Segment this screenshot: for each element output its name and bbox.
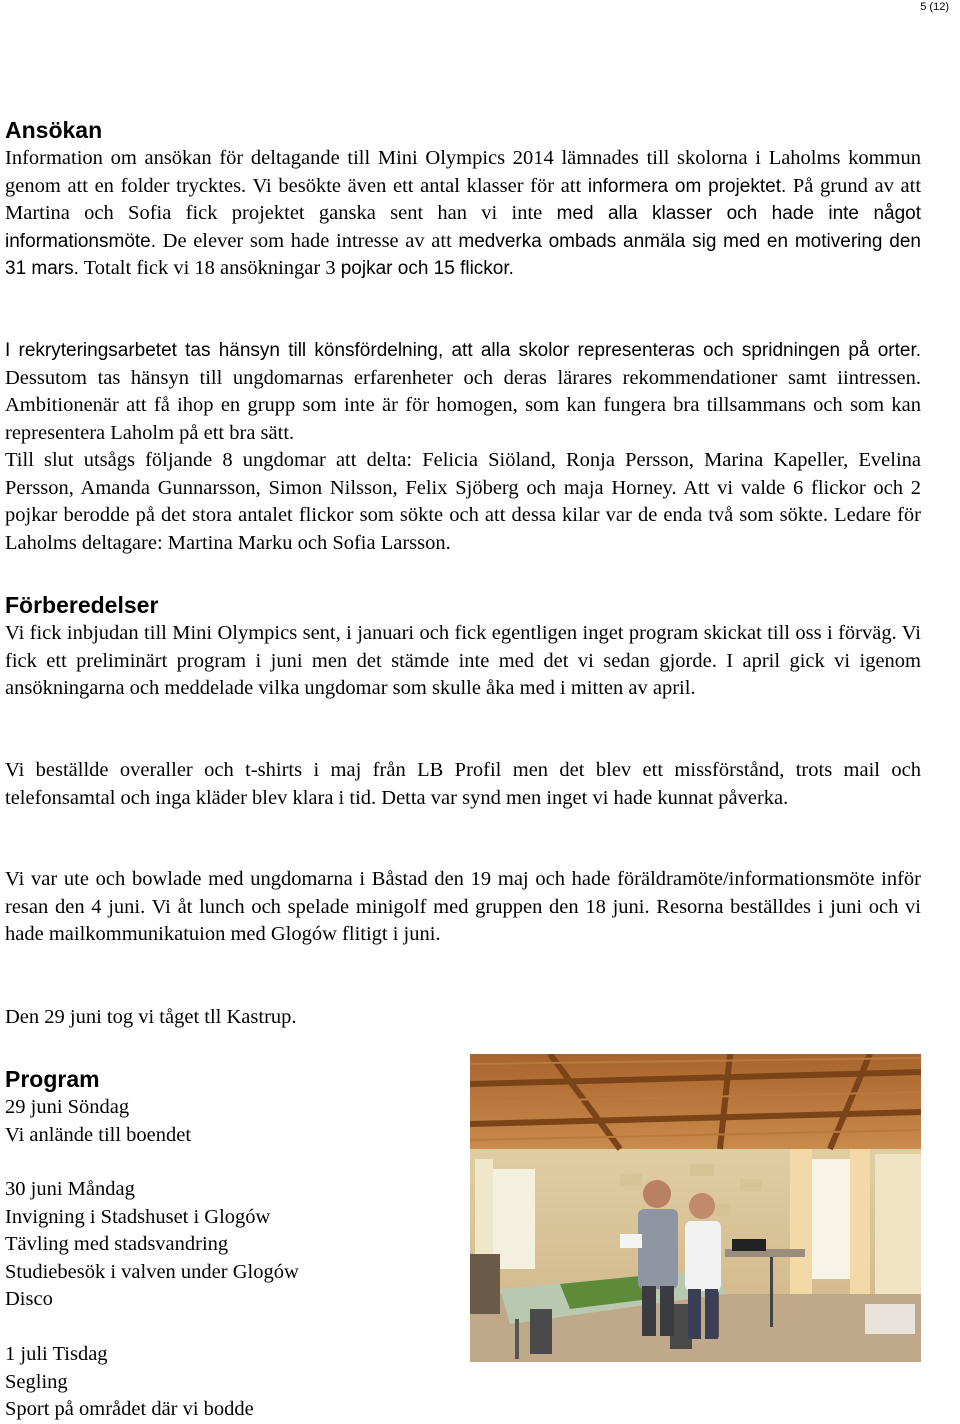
ansokan-p2-b: Dessutom tas hänsyn till ungdomarnas erfarenheter och deras lärares rekommendationer samt iintressen. Ambitionenär att få ihop en grupp som inte är för homogen, som kan fungera bra tillsammans och som kan representera Laholm på ett bra sätt.: [5, 366, 921, 444]
section-heading-forberedelser: Förberedelser: [5, 592, 159, 618]
ansokan-p1-d: med alla klasser och hade inte något informationsmöte.: [5, 203, 921, 252]
forberedelser-paragraph-4: Den 29 juni tog vi tåget tll Kastrup.: [5, 1006, 297, 1028]
program-day-2: [5, 1176, 299, 1314]
ansokan-p1-f: medverka ombads anmäla sig med en motivering den 31 mars.: [5, 230, 921, 279]
section-heading-ansokan: Ansökan: [5, 117, 103, 143]
program-day-3: [5, 1341, 254, 1424]
ansokan-p1-c: På grund av att Martina och Sofia fick projektet ganska sent han vi inte: [5, 174, 922, 224]
ansokan-p1-e: De elever som hade intresse av att: [156, 229, 459, 252]
program-item: Tävling med stadsvandring: [5, 1233, 229, 1255]
section-heading-program: Program: [5, 1066, 100, 1092]
program-day-1-date: 29 juni Söndag: [5, 1096, 130, 1118]
photo-meeting-room: [470, 1054, 921, 1362]
forberedelser-paragraph-1: Vi fick inbjudan till Mini Olympics sent, i januari och fick egentligen inget program skickat till oss i förväg. Vi fick ett preliminärt program i juni men det stämde inte med det vi sedan gjorde. I april gick vi igenom ansökningarna och meddelade vilka ungdomar som skulle åka med i mitten av april.: [5, 622, 921, 699]
ansokan-p1-g: Totalt fick vi 18 ansökningar 3: [78, 257, 341, 279]
program-item: Vi anlände till boendet: [5, 1123, 192, 1146]
page-number: 5 (12): [920, 1, 949, 13]
ansokan-paragraph-2: [5, 337, 921, 447]
ansokan-paragraph-3: Till slut utsågs följande 8 ungdomar att delta: Felicia Siöland, Ronja Persson, Marina Kapeller, Evelina Persson, Amanda Gunnarsson, Simon Nilsson, Felix Sjöberg och maja Horney. Att vi valde 6 flickor och 2 pojkar berodde på det stora antalet flickor som sökte och att dessa kilar var de enda två som sökte. Ledare för Laholms deltagare: Martina Marku och Sofia Larsson.: [5, 449, 921, 554]
program-item: Studiebesök i valven under Glogów: [5, 1260, 299, 1283]
program-day-3-date: 1 juli Tisdag: [5, 1343, 108, 1365]
program-item: Segling: [5, 1370, 68, 1393]
ansokan-paragraph-1: [5, 145, 921, 283]
program-day-2-date: 30 juni Måndag: [5, 1178, 135, 1200]
program-item: Disco: [5, 1288, 53, 1310]
ansokan-p1-h: pojkar och 15 flickor.: [340, 258, 514, 279]
program-item: Invigning i Stadshuset i Glogów: [5, 1205, 271, 1228]
program-item: Sport på området där vi bodde: [5, 1398, 254, 1420]
ansokan-p1-b: informera om projektet.: [587, 175, 787, 197]
forberedelser-paragraph-2: Vi beställde overaller och t-shirts i maj från LB Profil men det blev ett missförstånd, trots mail och telefonsamtal och inga kläder blev klara i tid. Detta var synd men inget vi hade kunnat påverka.: [5, 759, 921, 809]
ansokan-p1-a: Information om ansökan för deltagande till Mini Olympics 2014 lämnades till skolorna i Laholms kommun genom att en folder trycktes. Vi besökte även ett antal klasser för att: [5, 147, 921, 197]
ansokan-p2-a: I rekryteringsarbetet tas hänsyn till könsfördelning, att alla skolor representeras och spridningen på orter.: [5, 340, 921, 361]
program-day-1: [5, 1094, 191, 1149]
forberedelser-paragraph-3: Vi var ute och bowlade med ungdomarna i Båstad den 19 maj och hade föräldramöte/informationsmöte inför resan den 4 juni. Vi åt lunch och spelade minigolf med gruppen den 18 juni. Resorna beställdes i juni och vi hade mailkommunikatuion med Glogów flitigt i juni.: [5, 868, 921, 945]
